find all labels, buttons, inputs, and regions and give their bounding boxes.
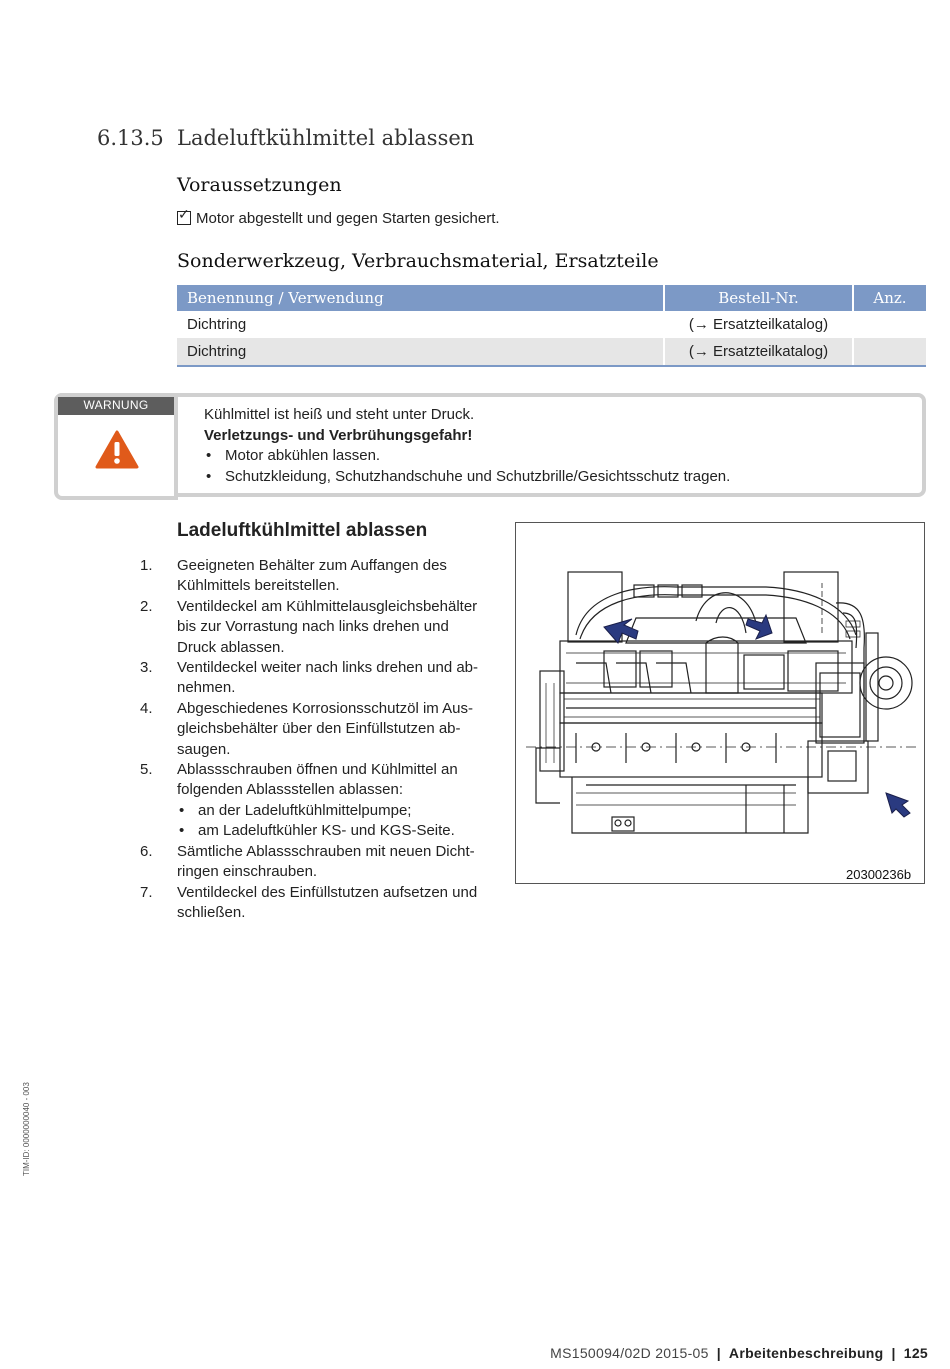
step-line: folgenden Ablassstellen ablassen:	[177, 781, 403, 799]
list-item	[140, 760, 495, 842]
table-cell	[853, 311, 926, 338]
warning-consequence: Verletzungs- und Verbrühungsgefahr!	[204, 426, 473, 444]
parts-table	[177, 285, 926, 367]
procedure-steps	[140, 556, 495, 923]
prerequisite-item	[177, 210, 500, 227]
document-id: MS150094/02D 2015-05	[550, 1345, 709, 1361]
step-line: Ventildeckel weiter nach links drehen und ab-	[177, 659, 479, 677]
step-line: gleichsbehälter über den Einfüllstutzen ab-	[177, 720, 461, 738]
prerequisite-text: Motor abgestellt und gegen Starten gesichert.	[196, 210, 500, 227]
step-number: 2.	[140, 597, 153, 615]
list-item: • Motor abkühlen lassen.	[204, 446, 730, 467]
step-line: schließen.	[177, 903, 246, 921]
table-cell	[853, 338, 926, 366]
section-title-text: Ladeluftkühlmittel ablassen	[177, 126, 475, 150]
step-line: Druck ablassen.	[177, 638, 285, 656]
step-line: Ventildeckel am Kühlmittelausgleichsbehälter	[177, 597, 478, 615]
step-line: saugen.	[177, 740, 231, 758]
side-id: TIM-ID: 0000000040 - 003	[22, 1082, 31, 1176]
sub-list	[177, 801, 495, 842]
table-row	[177, 311, 926, 338]
table-cell: Dichtring	[177, 311, 664, 338]
materials-heading: Sonderwerkzeug, Verbrauchsmaterial, Ersatzteile	[177, 250, 659, 272]
section-number: 6.13.5	[97, 126, 164, 150]
engine-figure	[515, 522, 925, 884]
step-line: Sämtliche Ablassschrauben mit neuen Dicht-	[177, 842, 475, 860]
warning-hazard: Kühlmittel ist heiß und steht unter Druck.	[204, 406, 475, 423]
procedure-heading: Ladeluftkühlmittel ablassen	[177, 520, 428, 541]
list-item	[140, 699, 495, 760]
step-number: 5.	[140, 761, 153, 779]
warning-measures	[204, 446, 730, 487]
step-number: 3.	[140, 659, 153, 677]
figure-id: 20300236b	[846, 867, 912, 882]
prerequisites-heading: Voraussetzungen	[177, 174, 342, 196]
step-line: nehmen.	[177, 679, 236, 697]
step-number: 7.	[140, 883, 153, 901]
table-row	[177, 338, 926, 366]
page-number: 125	[903, 1345, 928, 1361]
step-line: Geeigneten Behälter zum Auffangen des	[177, 557, 447, 574]
list-item	[140, 842, 495, 883]
list-item: • Schutzkleidung, Schutzhandschuhe und Schutzbrille/Gesichtsschutz tragen.	[204, 467, 730, 488]
step-line: Ventildeckel des Einfüllstutzen aufsetzen und	[177, 883, 478, 901]
list-item	[140, 597, 495, 658]
step-line: Abgeschiedenes Korrosionsschutzöl im Aus-	[177, 699, 473, 717]
column-header: Benennung / Verwendung	[177, 285, 664, 311]
step-line: ringen einschrauben.	[177, 863, 318, 881]
list-item	[140, 658, 495, 699]
warning-label: WARNUNG	[58, 397, 174, 415]
table-cell: (→ Ersatzteilkatalog)	[664, 338, 853, 366]
list-item	[140, 556, 495, 597]
footer-separator: |	[891, 1345, 896, 1361]
footer	[550, 1345, 928, 1361]
list-item	[140, 883, 495, 924]
step-line: Kühlmittels bereitstellen.	[177, 577, 340, 595]
warning-triangle-icon	[95, 430, 139, 470]
list-item: • am Ladeluftkühler KS- und KGS-Seite.	[177, 821, 495, 841]
engine-drawing	[516, 523, 924, 883]
table-cell: (→ Ersatzteilkatalog)	[664, 311, 853, 338]
list-item: • an der Ladeluftkühlmittelpumpe;	[177, 801, 495, 821]
table-header-row	[177, 285, 926, 311]
warning-text	[204, 405, 730, 487]
column-header: Bestell-Nr.	[664, 285, 853, 311]
step-number: 6.	[140, 842, 153, 860]
checkbox-checked-icon	[177, 211, 191, 225]
step-number: 4.	[140, 699, 153, 717]
step-number: 1.	[140, 557, 153, 574]
table-cell: Dichtring	[177, 338, 664, 366]
chapter-title: Arbeitenbeschreibung	[728, 1345, 884, 1361]
column-header: Anz.	[853, 285, 926, 311]
step-line: Ablassschrauben öffnen und Kühlmittel an	[177, 761, 458, 779]
section-title	[97, 126, 474, 150]
step-line: bis zur Vorrastung nach links drehen und	[177, 618, 449, 636]
footer-separator: |	[716, 1345, 721, 1361]
